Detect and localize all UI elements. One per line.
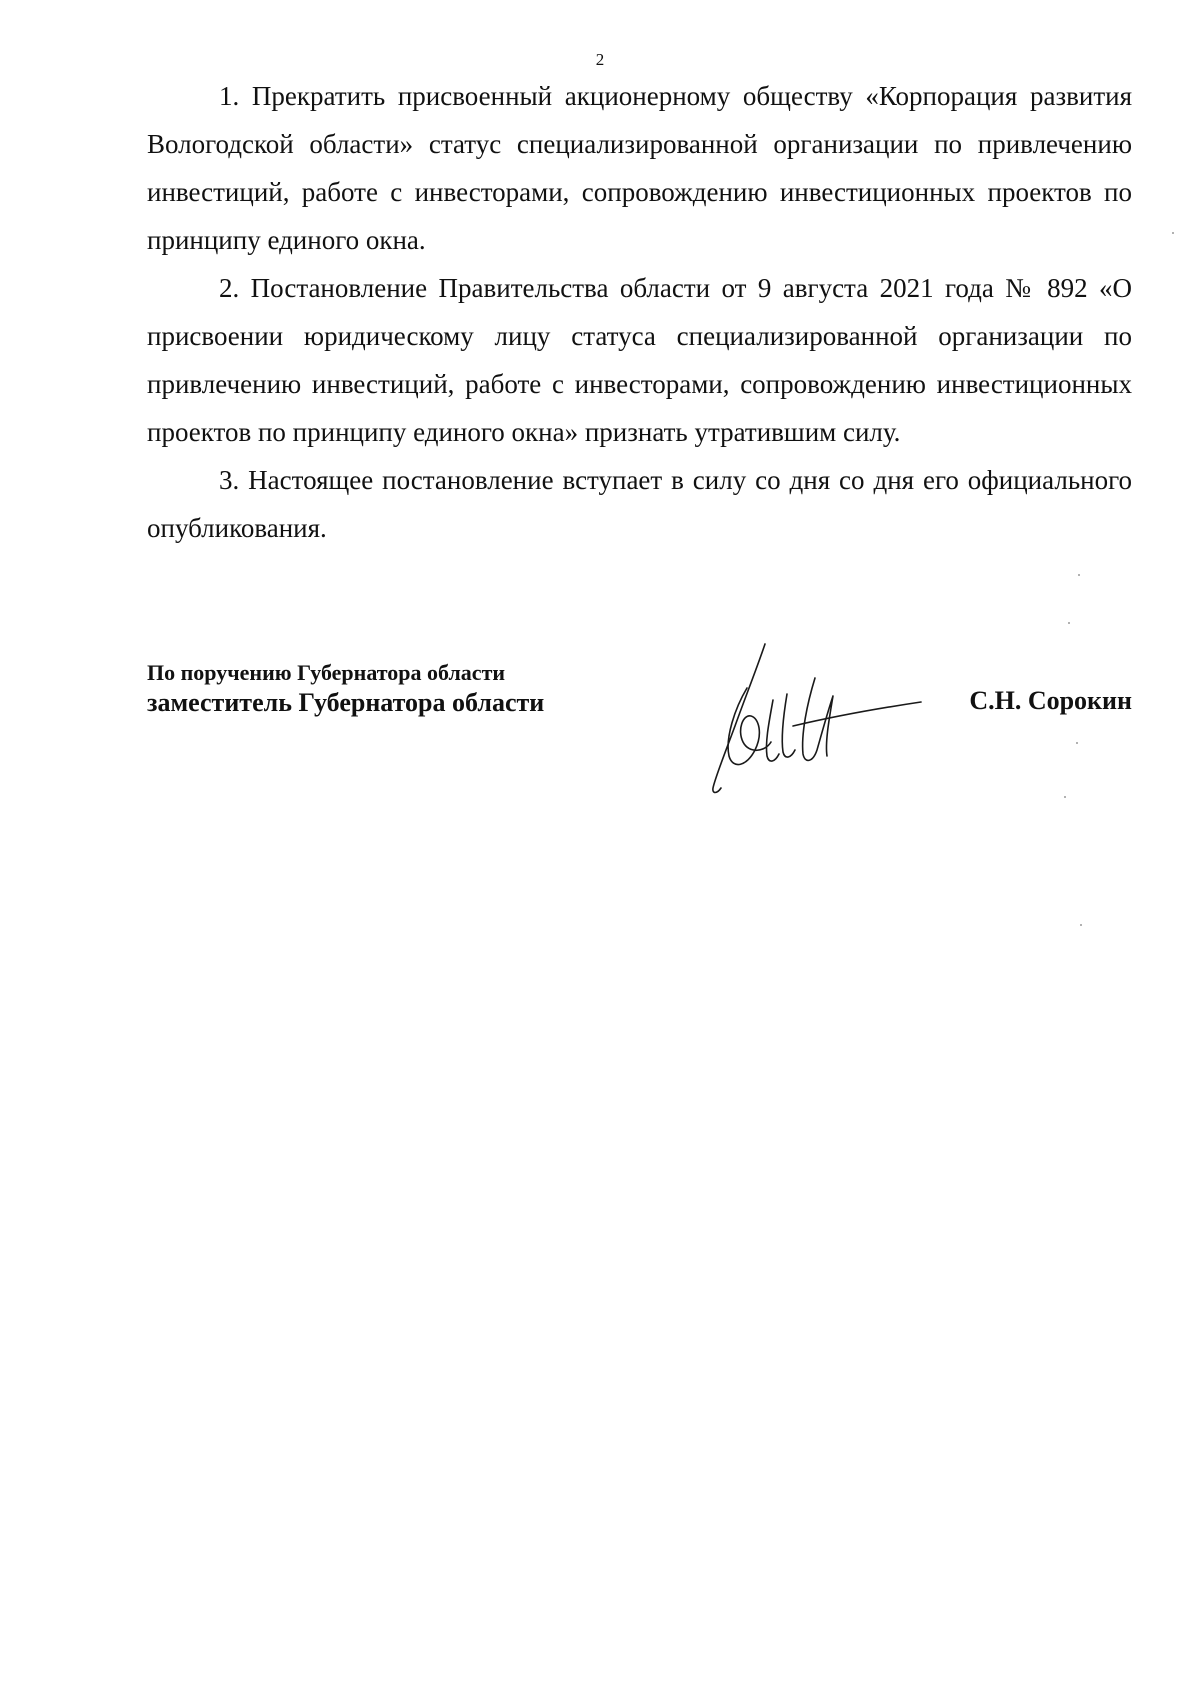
signature-block [147,660,1132,810]
paragraph-1: 1. Прекратить присвоенный акционерному обществу «Корпорация развития Вологодской области» статус специализированной организации по привлечению инвестиций, работе с инвесторами, сопровождению инвестиционных проектов по принципу единого окна. [147,81,1132,255]
scan-speck [1172,232,1174,234]
scan-speck [1078,574,1080,576]
handwritten-signature [707,638,927,798]
document-body [147,72,1132,552]
scan-speck [1076,742,1078,744]
scan-speck [1080,924,1082,926]
signatory-authority: По поручению Губернатора области [147,660,506,685]
page-number: 2 [595,50,605,69]
scan-speck [1064,796,1066,798]
signatory-name: С.Н. Сорокин [969,686,1132,715]
signatory-position: заместитель Губернатора области [147,688,545,717]
paragraph-2: 2. Постановление Правительства области от 9 августа 2021 года № 892 «О присвоении юридическому лицу статуса специализированной организации по привлечению инвестиций, работе с инвесторами, сопровождению инвестиционных проектов по принципу единого окна» признать утратившим силу. [147,273,1132,447]
paragraph-3: 3. Настоящее постановление вступает в силу со дня со дня его официального опубликования. [147,465,1132,543]
scan-speck [1068,622,1070,624]
